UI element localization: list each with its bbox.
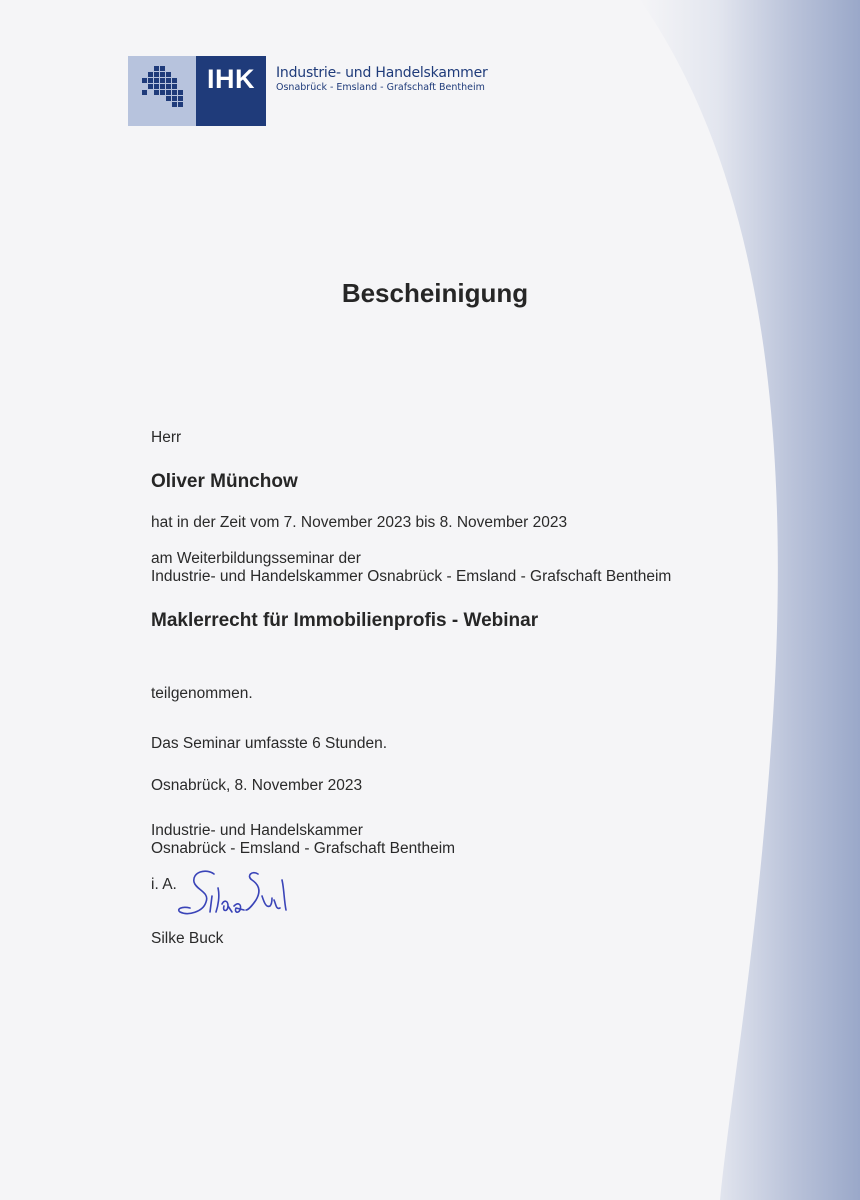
seminar-intro-line2: Industrie- und Handelskammer Osnabrück - Emsland - Grafschaft Bentheim	[151, 568, 672, 585]
issuer-line1: Industrie- und Handelskammer	[151, 822, 363, 839]
ihk-logo-box	[128, 56, 266, 126]
on-behalf-label: i. A.	[151, 876, 177, 893]
document-title: Bescheinigung	[341, 278, 529, 308]
ihk-logo-name: Industrie- und Handelskammer	[276, 65, 488, 81]
handwritten-signature	[176, 866, 296, 931]
salutation: Herr	[151, 429, 182, 446]
ihk-logo	[128, 56, 488, 126]
seminar-intro-line1: am Weiterbildungsseminar der	[151, 550, 361, 567]
ihk-logo-text	[276, 56, 488, 126]
recipient-name: Oliver Münchow	[151, 471, 298, 492]
place-date: Osnabrück, 8. November 2023	[151, 777, 363, 794]
region-map-icon	[128, 56, 196, 126]
period-line: hat in der Zeit vom 7. November 2023 bis 8. November 2023	[151, 514, 568, 531]
issuer-line2: Osnabrück - Emsland - Grafschaft Bentheim	[151, 840, 456, 857]
seminar-title: Maklerrecht für Immobilienprofis - Webinar	[151, 610, 539, 631]
participation-text: teilgenommen.	[151, 685, 253, 702]
ihk-logo-abbrev: IHK	[196, 56, 266, 126]
ihk-logo-region: Osnabrück - Emsland - Grafschaft Bentheim	[276, 82, 485, 93]
duration-text: Das Seminar umfasste 6 Stunden.	[151, 735, 388, 752]
signatory-name: Silke Buck	[151, 930, 224, 947]
